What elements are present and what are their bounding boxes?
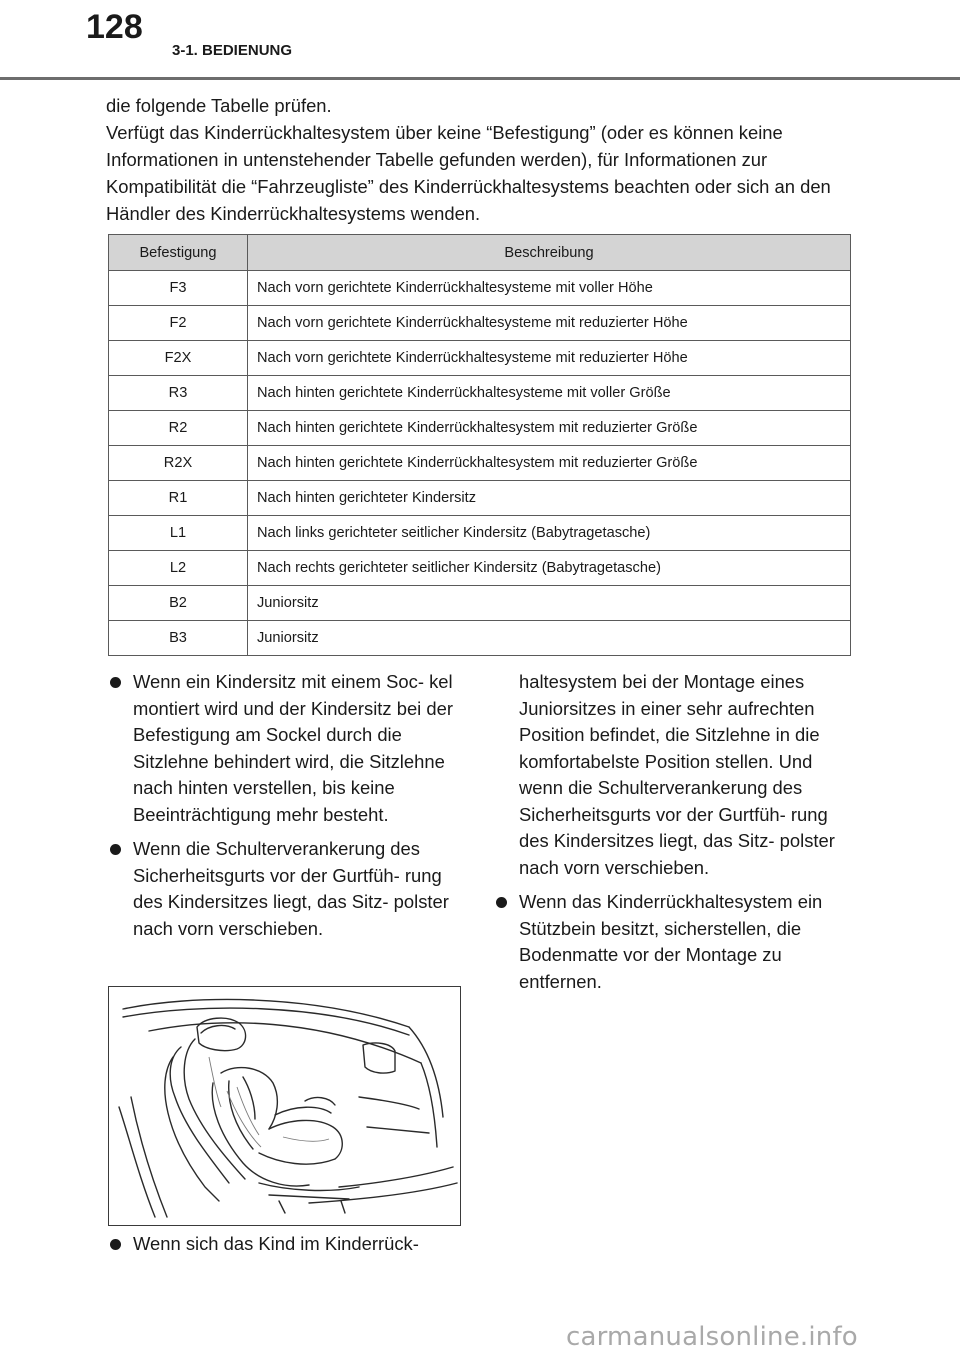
row-code: L2	[109, 551, 248, 586]
row-description: Nach hinten gerichteter Kindersitz	[248, 481, 851, 516]
intro-line-1: die folgende Tabelle prüfen.	[106, 95, 332, 116]
row-description: Nach hinten gerichtete Kinderrückhaltesysteme mit voller Größe	[248, 376, 851, 411]
row-description: Nach links gerichteter seitlicher Kindersitz (Babytragetasche)	[248, 516, 851, 551]
table-row	[109, 446, 851, 481]
bullet-text: Wenn die Schulterverankerung des Sicherheitsgurts vor der Gurtfüh- rung des Kindersitzes liegt, das Sitz- polster nach vorn verschieben.	[133, 838, 449, 939]
table-row	[109, 621, 851, 656]
row-code: B3	[109, 621, 248, 656]
table-row	[109, 516, 851, 551]
bullet-dot-icon	[496, 897, 507, 908]
table-row	[109, 271, 851, 306]
header-befestigung: Befestigung	[109, 235, 248, 271]
table-row	[109, 481, 851, 516]
bullet-dot-icon	[110, 677, 121, 688]
header-divider	[0, 77, 960, 80]
section-title: 3-1. BEDIENUNG	[172, 42, 293, 59]
row-description: Nach hinten gerichtete Kinderrückhaltesystem mit reduzierter Größe	[248, 411, 851, 446]
table-row	[109, 306, 851, 341]
right-column	[494, 669, 850, 1003]
row-code: L1	[109, 516, 248, 551]
row-code: R1	[109, 481, 248, 516]
bullet-item	[494, 889, 850, 995]
bullet-text: Wenn das Kinderrückhaltesystem ein Stützbein besitzt, sicherstellen, die Bodenmatte vor der Montage zu entfernen.	[519, 891, 823, 992]
watermark: carmanualsonline.info	[566, 1322, 858, 1352]
child-seat-drawing	[109, 987, 460, 1225]
row-description: Nach vorn gerichtete Kinderrückhaltesysteme mit reduzierter Höhe	[248, 341, 851, 376]
row-code: B2	[109, 586, 248, 621]
table-row	[109, 341, 851, 376]
header-beschreibung: Beschreibung	[248, 235, 851, 271]
table-header-row	[109, 235, 851, 271]
bullet-item	[108, 1231, 460, 1258]
table-row	[109, 376, 851, 411]
row-description: Nach rechts gerichteter seitlicher Kindersitz (Babytragetasche)	[248, 551, 851, 586]
fixture-table	[108, 234, 851, 656]
bullet-dot-icon	[110, 844, 121, 855]
left-column	[108, 669, 460, 950]
row-description: Nach hinten gerichtete Kinderrückhaltesystem mit reduzierter Größe	[248, 446, 851, 481]
bullet-item	[108, 669, 460, 828]
child-seat-illustration	[108, 986, 461, 1226]
table-row	[109, 586, 851, 621]
bullet-text: Wenn sich das Kind im Kinderrück-	[133, 1233, 419, 1254]
intro-line-2: Verfügt das Kinderrückhaltesystem über keine “Befestigung” (oder es können keine Informationen in untenstehender Tabelle gefunden werden), für Informationen zur Kompatibilität die “Fahrzeugliste” des Kinderrückhaltesystems beachten oder sich an den Händler des Kinderrückhaltesystems wenden.	[106, 122, 831, 224]
bullet-text: Wenn ein Kindersitz mit einem Soc- kel montiert wird und der Kindersitz bei der Befestigung am Sockel durch die Sitzlehne behindert wird, die Sitzlehne nach hinten verstellen, bis keine Beeinträchtigung mehr besteht.	[133, 671, 453, 825]
continued-text: haltesystem bei der Montage eines Juniorsitzes in einer sehr aufrechten Position befindet, die Sitzlehne in die komfortabelste Position stellen. Und wenn die Schulterverankerung des Sicherheitsgurts vor der Gurtfüh- rung des Kindersitzes liegt, das Sitz- polster nach vorn verschieben.	[519, 671, 835, 878]
row-description: Juniorsitz	[248, 621, 851, 656]
page-header	[0, 0, 960, 80]
table-row	[109, 411, 851, 446]
left-column-bottom	[108, 1231, 460, 1266]
row-code: R2	[109, 411, 248, 446]
bullet-item	[108, 836, 460, 942]
page-number: 128	[86, 8, 143, 46]
row-description: Juniorsitz	[248, 586, 851, 621]
row-code: R2X	[109, 446, 248, 481]
row-code: F2	[109, 306, 248, 341]
row-code: R3	[109, 376, 248, 411]
row-description: Nach vorn gerichtete Kinderrückhaltesysteme mit voller Höhe	[248, 271, 851, 306]
row-description: Nach vorn gerichtete Kinderrückhaltesysteme mit reduzierter Höhe	[248, 306, 851, 341]
row-code: F2X	[109, 341, 248, 376]
row-code: F3	[109, 271, 248, 306]
table-row	[109, 551, 851, 586]
intro-text	[106, 92, 866, 227]
bullet-dot-icon	[110, 1239, 121, 1250]
